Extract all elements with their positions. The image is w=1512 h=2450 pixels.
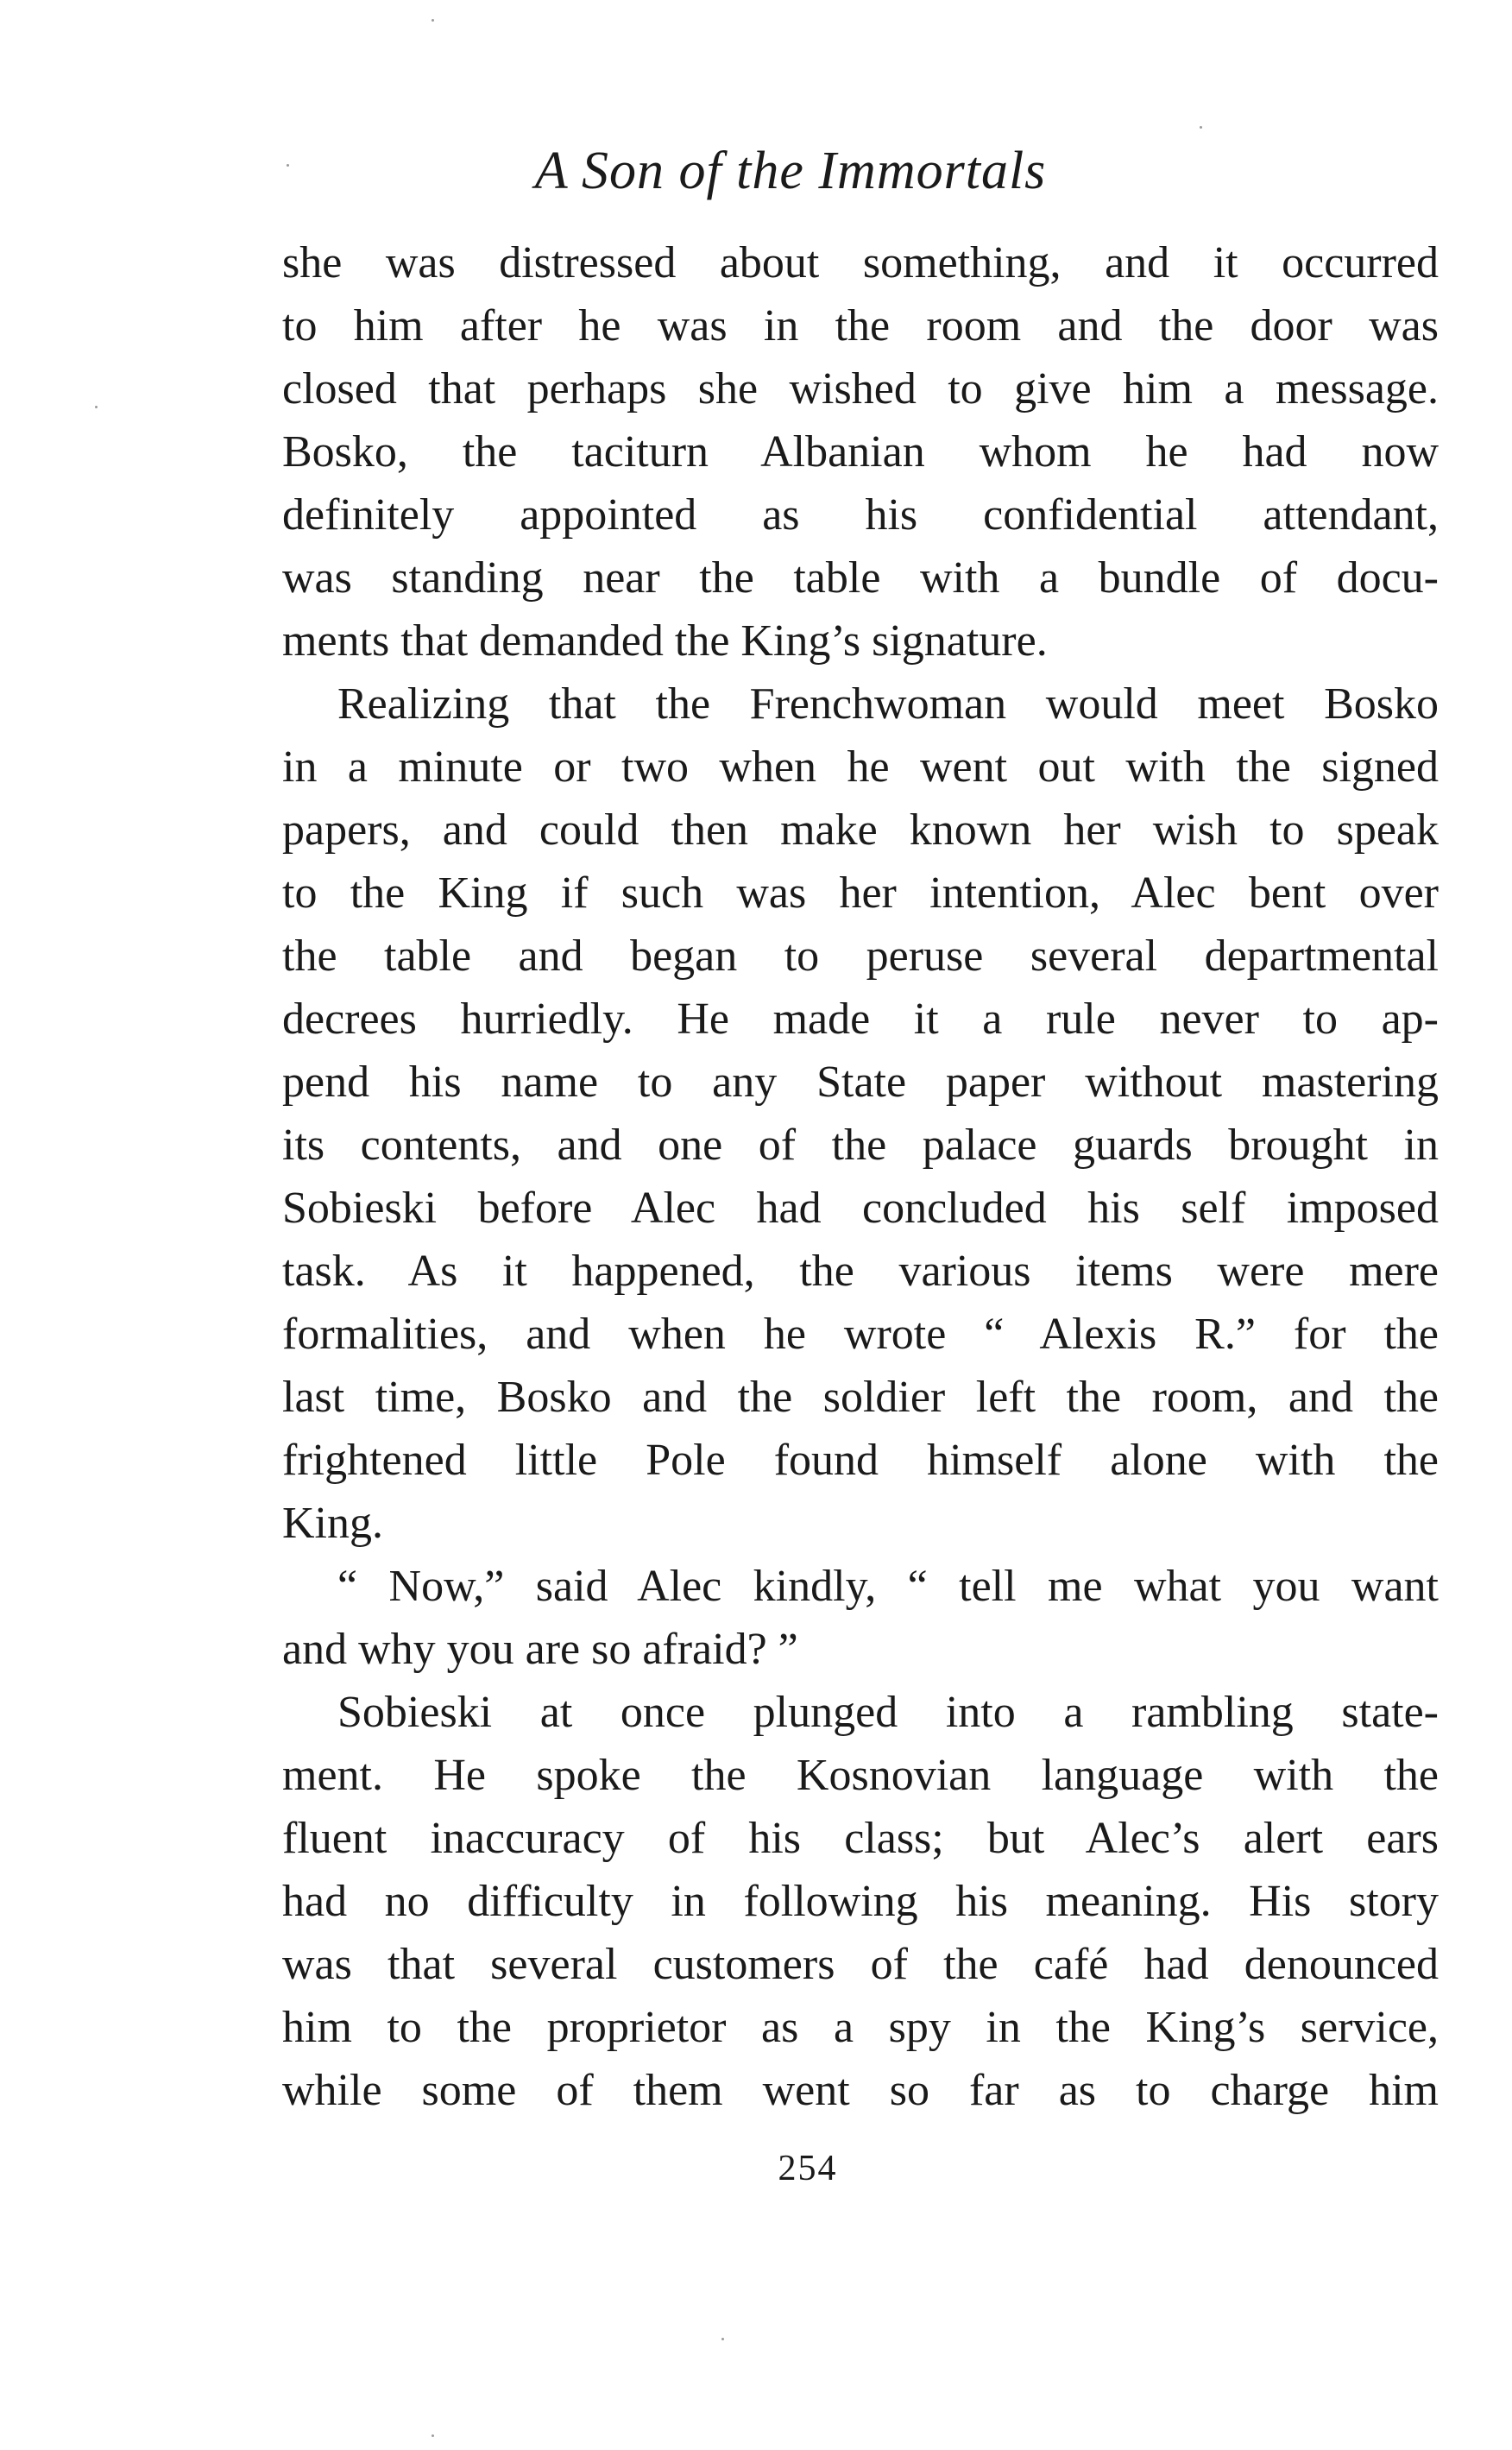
paper-speck: [721, 2338, 724, 2340]
text-line: its contents, and one of the palace guards brought in: [282, 1121, 1439, 1170]
paper-speck: [1200, 126, 1202, 129]
text-line: was that several customers of the café had denounced: [282, 1940, 1439, 1989]
text-line: Realizing that the Frenchwoman would meet Bosko: [337, 679, 1439, 729]
text-line: closed that perhaps she wished to give him a message.: [282, 364, 1439, 414]
text-line: frightened little Pole found himself alone with the: [282, 1436, 1439, 1485]
text-line: Sobieski at once plunged into a rambling state-: [337, 1688, 1439, 1737]
text-line: was standing near the table with a bundle of docu-: [282, 553, 1439, 603]
text-line: ments that demanded the King’s signature.: [282, 616, 1048, 666]
text-line: definitely appointed as his confidential attendant,: [282, 490, 1439, 540]
text-line: she was distressed about something, and it occurred: [282, 238, 1439, 287]
text-line: papers, and could then make known her wish to speak: [282, 805, 1439, 855]
text-line: Bosko, the taciturn Albanian whom he had now: [282, 427, 1439, 477]
text-line: the table and began to peruse several departmental: [282, 931, 1439, 981]
text-line: while some of them went so far as to charge him: [282, 2066, 1439, 2115]
text-line: last time, Bosko and the soldier left the room, and the: [282, 1373, 1439, 1422]
text-line: task. As it happened, the various items were mere: [282, 1247, 1439, 1296]
paper-speck: [95, 406, 98, 408]
paper-speck: [432, 19, 434, 22]
text-line: had no difficulty in following his meaning. His story: [282, 1877, 1439, 1926]
text-line: him to the proprietor as a spy in the King’s service,: [282, 2003, 1439, 2052]
text-line: “ Now,” said Alec kindly, “ tell me what you want: [337, 1562, 1439, 1611]
text-line: fluent inaccuracy of his class; but Alec’s alert ears: [282, 1814, 1439, 1863]
text-line: and why you are so afraid? ”: [282, 1625, 798, 1674]
page-number: 254: [778, 2149, 838, 2188]
text-line: decrees hurriedly. He made it a rule never to ap-: [282, 995, 1439, 1044]
text-line: in a minute or two when he went out with the signed: [282, 742, 1439, 792]
text-line: ment. He spoke the Kosnovian language with the: [282, 1751, 1439, 1800]
text-line: King.: [282, 1499, 383, 1548]
running-head: A Son of the Immortals: [534, 142, 1047, 200]
paper-speck: [287, 164, 289, 167]
paper-speck: [432, 2434, 434, 2437]
body-text: [282, 231, 1439, 2122]
text-line: pend his name to any State paper without mastering: [282, 1058, 1439, 1107]
text-line: to him after he was in the room and the door was: [282, 301, 1439, 350]
text-line: to the King if such was her intention, Alec bent over: [282, 868, 1439, 918]
text-line: formalities, and when he wrote “ Alexis R.” for the: [282, 1310, 1439, 1359]
text-line: Sobieski before Alec had concluded his self imposed: [282, 1184, 1439, 1233]
